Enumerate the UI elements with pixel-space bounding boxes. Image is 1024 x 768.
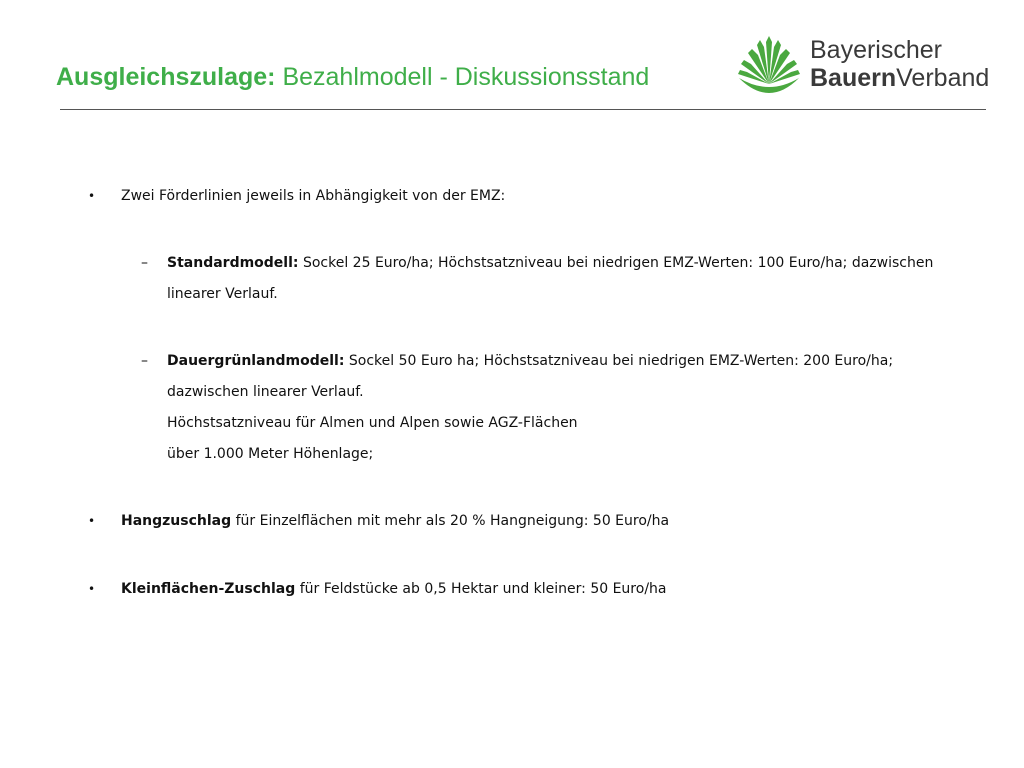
sub-bullet-label: Dauergrünlandmodell: [167,353,345,369]
bullet-text: Zwei Förderlinien jeweils in Abhängigkeit von der EMZ: [121,188,506,204]
sub-bullet-line-2: dazwischen linearer Verlauf. [167,384,364,400]
dash-marker: – [141,255,148,271]
bullet-text: für Einzelflächen mit mehr als 20 % Hangneigung: 50 Euro/ha [231,513,670,529]
bullet-text: für Feldstücke ab 0,5 Hektar und kleiner: 50 Euro/ha [295,581,667,597]
bullet-marker: • [88,514,96,528]
slide-title-bold: Ausgleichszulage: [56,63,276,91]
sub-bullet-line-1 [167,346,893,377]
sub-bullet-label: Standardmodell: [167,255,299,271]
sub-bullet-standardmodell [141,248,934,310]
logo-line-2-bold: Bauern [810,64,897,92]
sub-bullet-line-4: über 1.000 Meter Höhenlage; [167,446,374,462]
bullet-kleinflaechen-zuschlag [88,574,667,605]
bullet-label: Kleinflächen-Zuschlag [121,581,296,597]
sub-bullet-line-3: Höchstsatzniveau für Almen und Alpen sowie AGZ-Flächen [167,415,578,431]
sub-bullet-line-2: linearer Verlauf. [167,286,278,302]
sub-bullet-text: Sockel 50 Euro ha; Höchstsatzniveau bei niedrigen EMZ-Werten: 200 Euro/ha; [344,353,894,369]
slide-title-rest: Bezahlmodell - Diskussionsstand [275,63,650,91]
bullet-hangzuschlag [88,506,670,537]
logo-line-2-rest: Verband [896,64,990,92]
bullet-marker: • [88,582,96,596]
sub-bullet-line-1 [167,248,933,279]
logo-line-1: Bayerischer [810,36,942,64]
dash-marker: – [141,353,148,369]
bullet-marker: • [88,189,96,203]
bullet-label: Hangzuschlag [121,513,232,529]
bullet-foerderlinien [88,181,506,212]
sub-bullet-text: Sockel 25 Euro/ha; Höchstsatzniveau bei niedrigen EMZ-Werten: 100 Euro/ha; dazwischen [298,255,934,271]
sub-bullet-dauergruenlandmodell [141,346,894,470]
